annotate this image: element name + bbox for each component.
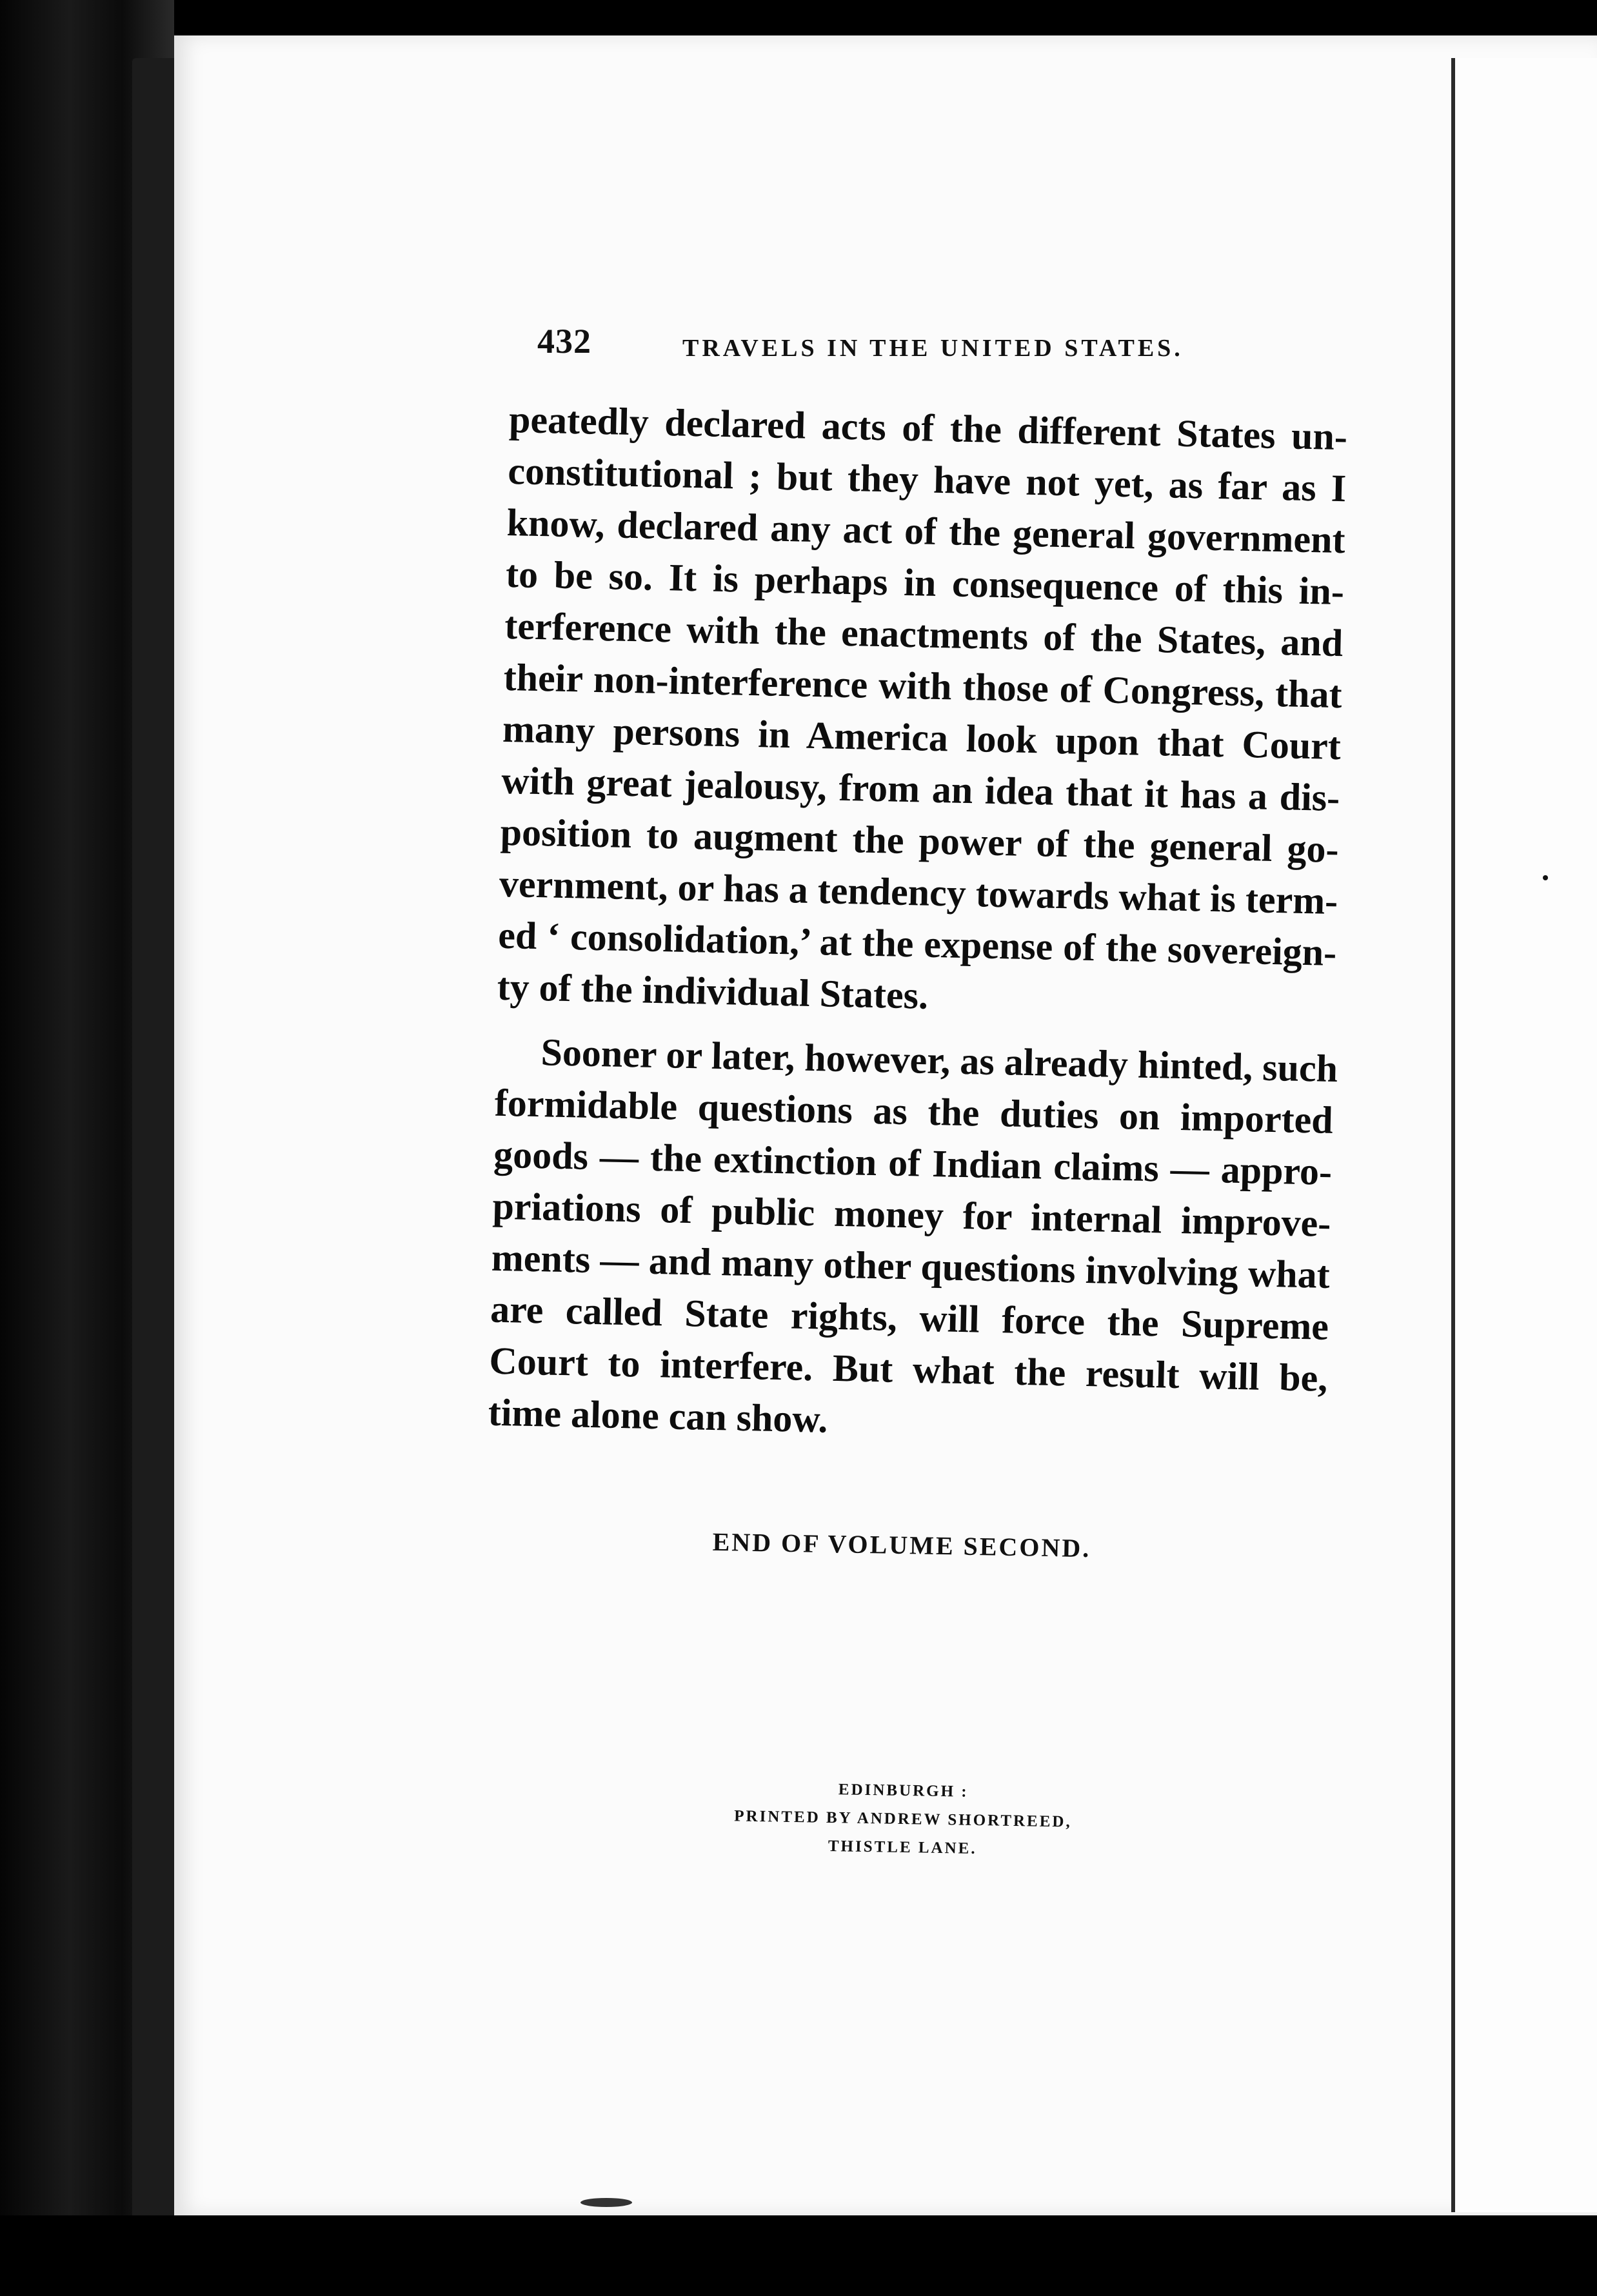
imprint-city: EDINBURGH : <box>838 1781 969 1801</box>
scanner-frame-bottom <box>0 2215 1597 2296</box>
text-line: priations of public money for internal improve- <box>491 1184 1332 1245</box>
text-line: ed ‘ consolidation,’ at the expense of the sovereign- <box>497 913 1337 975</box>
text-line: Court to interfere. But what the result will be, <box>488 1339 1328 1400</box>
text-line: ments — and many other questions involving what <box>491 1236 1331 1296</box>
running-title: TRAVELS IN THE UNITED STATES. <box>682 335 1184 362</box>
text-line: terference with the enactments of the States, and <box>504 604 1344 665</box>
end-of-volume-note: END OF VOLUME SECOND. <box>712 1527 1091 1563</box>
text-line: time alone can show. <box>488 1390 829 1441</box>
text-line: their non-interference with those of Congress, that <box>503 655 1343 717</box>
ink-speck <box>1543 875 1548 880</box>
text-line: constitutional ; but they have not yet, as far as I <box>507 449 1347 510</box>
page-header <box>537 321 1221 373</box>
text-line: goods — the extinction of Indian claims — appro- <box>493 1133 1333 1193</box>
text-line: position to augment the power of the general go- <box>500 810 1340 871</box>
imprint-address: THISTLE LANE. <box>828 1837 977 1858</box>
imprint-printer: PRINTED BY ANDREW SHORTREED, <box>734 1807 1072 1831</box>
body-text <box>488 393 1348 1456</box>
printer-imprint <box>709 1774 1097 1865</box>
text-line: Sooner or later, however, as already hinted, such <box>540 1031 1338 1091</box>
text-line: formidable questions as the duties on imported <box>494 1081 1334 1142</box>
text-line: peatedly declared acts of the different States un- <box>508 397 1348 459</box>
page-wear-mark <box>580 2198 632 2207</box>
text-line: ty of the individual States. <box>497 965 929 1017</box>
text-line: are called State rights, will force the Supreme <box>490 1287 1329 1348</box>
text-line: many persons in America look upon that Court <box>502 707 1342 768</box>
text-line: to be so. It is perhaps in consequence of this in- <box>505 552 1345 613</box>
text-line: vernment, or has a tendency towards what is term- <box>499 862 1338 923</box>
text-line: with great jealousy, from an idea that it has a dis- <box>501 758 1340 820</box>
page-number: 432 <box>537 322 591 361</box>
facing-page-edge <box>1455 58 1597 2212</box>
text-line: know, declared any act of the general government <box>506 500 1346 562</box>
